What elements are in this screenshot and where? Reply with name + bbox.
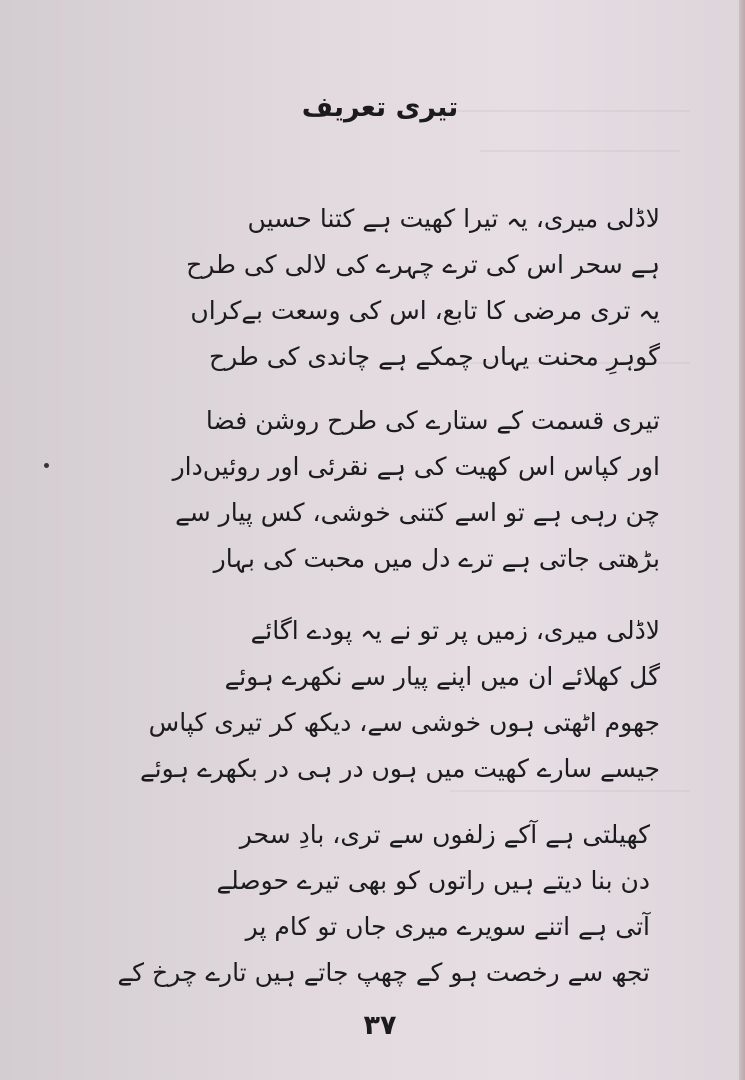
verse-line: آتی ہے اتنے سویرے میری جاں تو کام پر bbox=[245, 912, 650, 941]
verse-line: تیری قسمت کے ستارے کی طرح روشن فضا bbox=[205, 406, 660, 435]
verse-line: بڑھتی جاتی ہے ترے دل میں محبت کی بہار bbox=[213, 544, 660, 573]
verse-line: جھوم اٹھتی ہوں خوشی سے، دیکھ کر تیری کپاس bbox=[148, 708, 660, 737]
page-speck bbox=[44, 463, 49, 468]
verse-line: دن بنا دیتے ہیں راتوں کو بھی تیرے حوصلے bbox=[216, 866, 650, 895]
stanza-4 bbox=[117, 812, 650, 996]
verse-line: جیسے سارے کھیت میں ہوں در ہی در بکھرے ہوئے bbox=[140, 754, 660, 783]
verse-line: گل کھلائے ان میں اپنے پیار سے نکھرے ہوئے bbox=[224, 662, 660, 691]
verse-line: لاڈلی میری، یہ تیرا کھیت ہے کتنا حسیں bbox=[247, 204, 660, 233]
verse-line: اور کپاس اس کھیت کی ہے نقرئی اور روئیں‌دار bbox=[172, 452, 660, 481]
verse-line: گوہرِ محنت یہاں چمکے ہے چاندی کی طرح bbox=[208, 342, 660, 371]
verse-line: کھیلتی ہے آکے زلفوں سے تری، بادِ سحر bbox=[239, 820, 650, 849]
verse-line: چن رہی ہے تو اسے کتنی خوشی، کس پیار سے bbox=[175, 498, 660, 527]
stanza-2 bbox=[140, 398, 660, 582]
bleed-through-mark bbox=[480, 150, 680, 152]
stanza-3 bbox=[140, 608, 660, 792]
poem-title: تیری تعریف bbox=[301, 92, 459, 123]
verse-line: لاڈلی میری، زمیں پر تو نے یہ پودے اگائے bbox=[250, 616, 660, 645]
page-number: ۳۷ bbox=[363, 1010, 397, 1041]
verse-line: ہے سحر اس کی ترے چہرے کی لالی کی طرح bbox=[186, 250, 660, 279]
stanza-1 bbox=[140, 196, 660, 380]
verse-line: یہ تری مرضی کا تابع، اس کی وسعت بےکراں bbox=[190, 296, 660, 325]
verse-line: تجھ سے رخصت ہو کے چھپ جاتے ہیں تارے چرخ کے bbox=[117, 958, 650, 987]
page-edge bbox=[739, 0, 745, 1080]
